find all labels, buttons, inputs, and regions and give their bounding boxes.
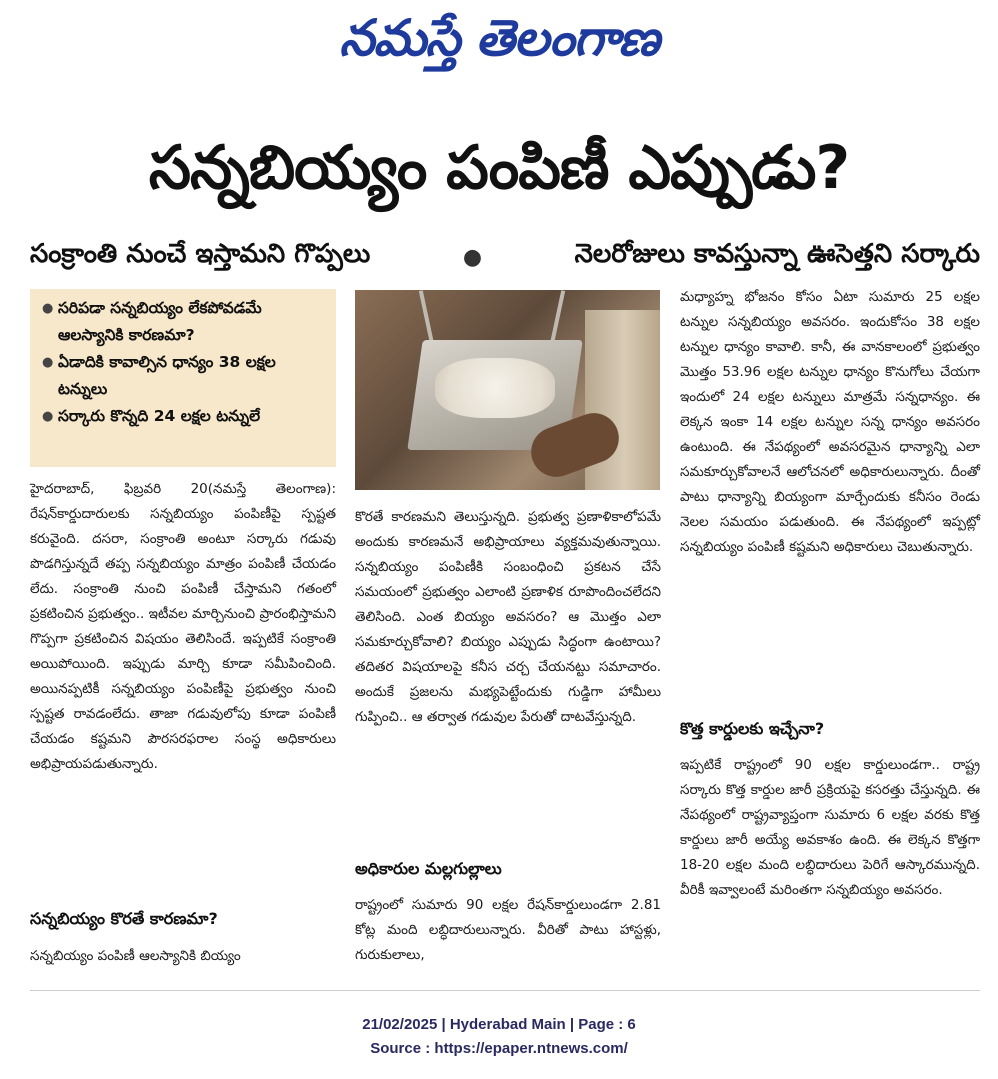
article-column-1-continued: సన్నబియ్యం పంపిణీ ఆలస్యానికి బియ్యం xyxy=(30,948,241,964)
footer-source: Source : https://epaper.ntnews.com/ xyxy=(370,1040,628,1057)
footer-date-edition: 21/02/2025 | Hyderabad Main | Page : 6 xyxy=(362,1016,636,1033)
masthead-logo: నమస్తే తెలంగాణ xyxy=(339,9,659,67)
article-column-2-continued: రాష్ట్రంలో సుమారు 90 లక్షల రేషన్‌కార్డులుండగా 2.81 కోట్ల మంది లబ్ధిదారులున్నారు. వీరితో పాటు హాస్టళ్లు, గురుకులాలు, xyxy=(355,897,661,963)
article-column-3: మధ్యాహ్న భోజనం కోసం ఏటా సుమారు 25 లక్షల టన్నుల సన్నబియ్యం అవసరం. ఇందుకోసం 38 లక్షల టన్నుల ధాన్యం కావాలి. కానీ, ఈ వానకాలంలో ప్రభుత్వం మొత్తం 53.96 లక్షల టన్నుల ధాన్యం కొనుగోలు చేయగా ఇందులో 24 లక్షల టన్నులు మాత్రమే సన్నధాన్యం. ఈ లెక్కన ఇంకా 14 లక్షల టన్నుల సన్న ధాన్యం అవసరం ఉంటుంది. ఈ నేపథ్యంలో అవసరమైన ధాన్యాన్ని ఎలా సమకూర్చుకోవాలనే ఆలోచనలో అధికారులున్నారు. దీంతో పాటు ధాన్యాన్ని బియ్యంగా మార్చేందుకు కనీసం రెండు నెలల సమయం పడుతుంది. ఈ నేపథ్యంలో ఇప్పట్లో సన్నబియ్యం పంపిణీ కష్టమని అధికారులు చెబుతున్నారు. xyxy=(680,289,980,555)
bullet-icon: ● xyxy=(42,409,54,424)
article-photo xyxy=(355,290,660,490)
page-headline: సన్నబియ్యం పంపిణీ ఎప్పుడు? xyxy=(148,133,850,203)
article-column-1: హైదరాబాద్, ఫిబ్రవరి 20(నమస్తే తెలంగాణ): రేషన్‌కార్డుదారులకు సన్నబియ్యం పంపిణీపై స్పష్టత కరువైంది. దసరా, సంక్రాంతి అంటూ సర్కారు గడువు పొడగిస్తున్నదే తప్ప సన్నబియ్యం మాత్రం పంపిణీ చేయడం లేదు. సంక్రాంతి నుంచి పంపిణీ చేస్తామని గతంలో ప్రకటించిన ప్రభుత్వం.. ఇటీవల మార్చినుంచి ప్రారంభిస్తామని గొప్పగా ప్రకటించిన విషయం తెలిసిందే. ఇప్పటికే సంక్రాంతి అయిపోయింది. ఇప్పుడు మార్చి కూడా సమీపించింది. అయినప్పటికీ సన్నబియ్యం పంపిణీపై ప్రభుత్వం నుంచి స్పష్టత రావడంలేదు. తాజా గడువులోపు కూడా పంపిణీ చేయడం కష్టమని పౌరసరఫరాల సంస్థ అధికారులు అభిప్రాయపడుతున్నారు. xyxy=(30,481,336,772)
subhead-left: సంక్రాంతి నుంచే ఇస్తామని గొప్పలు xyxy=(30,239,371,269)
subheadline xyxy=(30,232,980,282)
bullet-icon: ● xyxy=(42,355,54,370)
photo-rice xyxy=(435,358,555,418)
article-column-2: కొరతే కారణమని తెలుస్తున్నది. ప్రభుత్వ ప్రణాళికాలోపమే అందుకు కారణమనే అభిప్రాయాలు వ్యక్తమవుతున్నాయి. సన్నబియ్యం పంపిణీకి సంబంధించి ప్రకటన చేసే సమయంలో ప్రభుత్వం ఎలాంటి ప్రణాళిక రూపొందించలేదని తెలిసింది. ఎంత బియ్యం అవసరం? ఆ మొత్తం ఎలా సమకూర్చుకోవాలి? బియ్యం ఎప్పుడు సిద్ధంగా ఉంటాయి? తదితర విషయాలపై కనీస చర్చ చేయనట్టు సమాచారం. అందుకే ప్రజలను మభ్యపెట్టేందుకు గుడ్డిగా హామీలు గుప్పించి.. ఆ తర్వాత గడువుల పేరుతో దాటవేస్తున్నది. xyxy=(355,509,661,725)
highlights-box xyxy=(30,289,336,467)
subhead-right: నెలరోజులు కావస్తున్నా ఊసెత్తని సర్కారు xyxy=(574,239,980,269)
article-column-3-continued: ఇప్పటికే రాష్ట్రంలో 90 లక్షల కార్డులుండగా.. రాష్ట్ర సర్కారు కొత్త కార్డుల జారీ ప్రక్రియపై కసరత్తు చేస్తున్నది. ఈ నేపథ్యంలో రాష్ట్రవ్యాప్తంగా సుమారు 6 లక్షల వరకు కొత్త కార్డులు జారీ అయ్యే అవకాశం ఉంది. ఈ లెక్కన కొత్తగా 18-20 లక్షల మంది లబ్ధిదారులు పెరిగే ఆస్కారమున్నది. వీరికీ ఇవ్వాలంటే మరింతగా సన్నబియ్యం అవసరం. xyxy=(680,757,980,898)
highlight-item: ● సర్కారు కొన్నది 24 లక్షల టన్నులే xyxy=(42,403,328,430)
divider xyxy=(30,990,980,991)
highlight-item: ● సరిపడా సన్నబియ్యం లేకపోవడమే ఆలస్యానికి కారణమా? xyxy=(42,295,328,349)
section-heading: సన్నబియ్యం కొరతే కారణమా? xyxy=(30,909,218,928)
section-heading: కొత్త కార్డులకు ఇచ్చేనా? xyxy=(680,719,825,738)
section-heading: అధికారుల మల్లగుల్లాలు xyxy=(355,859,502,878)
bullet-icon: ● xyxy=(42,301,54,316)
highlight-item: ● ఏడాదికి కావాల్సిన ధాన్యం 38 లక్షల టన్నులు xyxy=(42,349,328,403)
bullet-icon: ● xyxy=(462,244,483,270)
